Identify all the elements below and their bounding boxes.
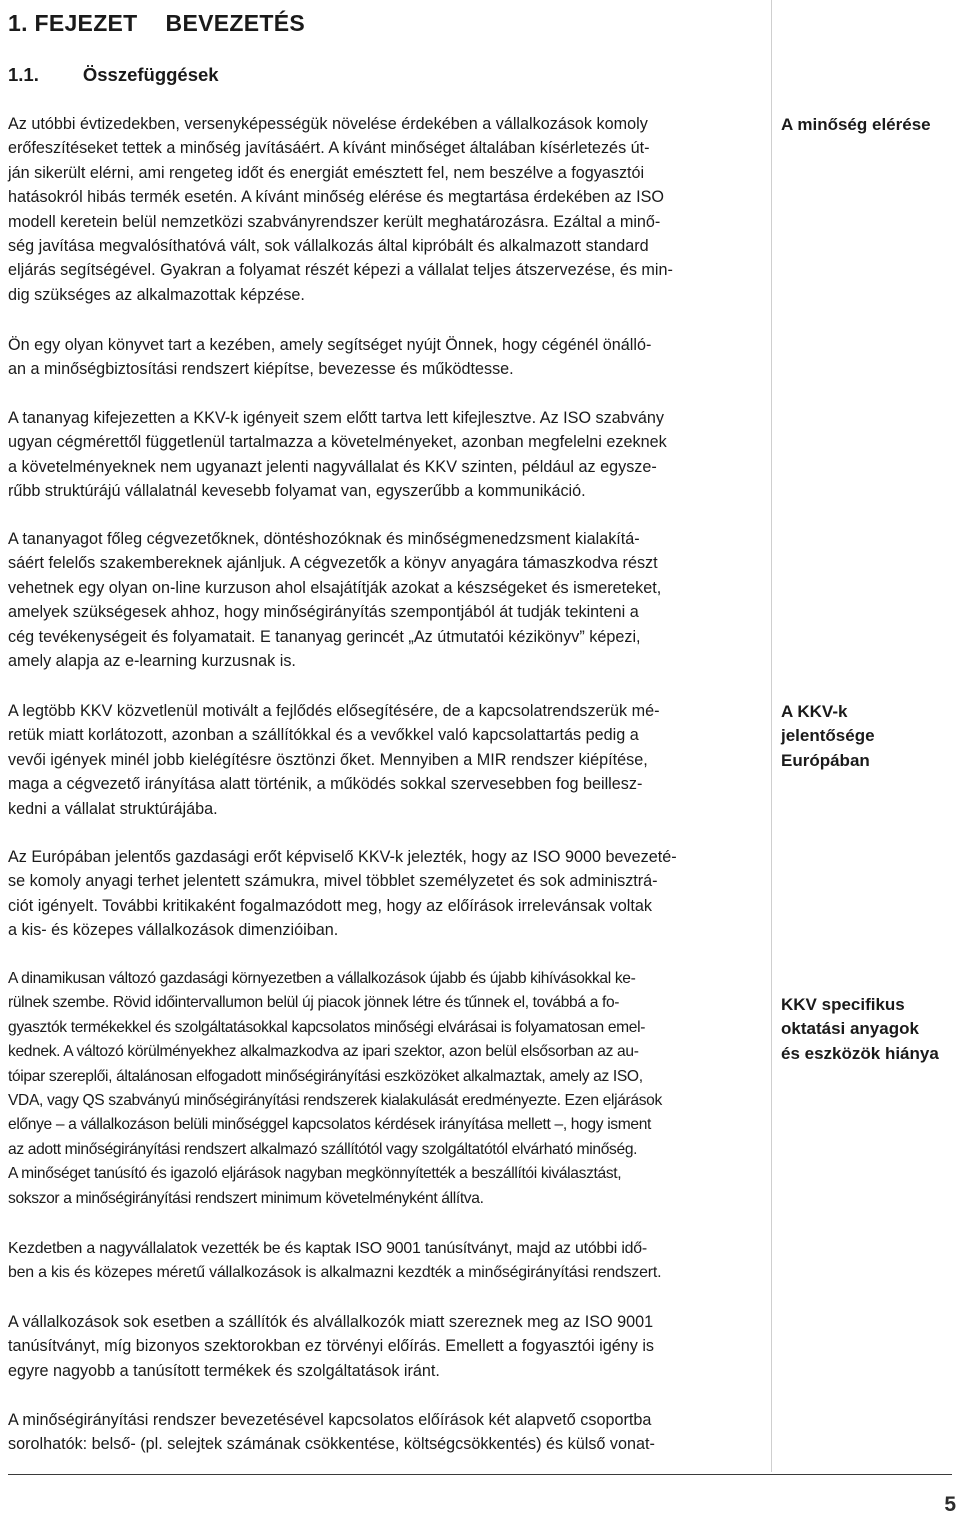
section-heading (8, 64, 219, 86)
margin-divider (771, 0, 772, 1472)
section-number: 1.1. (8, 64, 39, 85)
section-title: Összefüggések (82, 64, 219, 85)
paragraph-10: A minőségirányítási rendszer bevezetésével kapcsolatos előírások két alapvető csoportba sorolhatók: belső- (pl. selejtek számának csökkentése, költségcsökkentés) és külső vonat- (8, 1411, 655, 1454)
paragraph-2: Ön egy olyan könyvet tart a kezében, amely segítséget nyújt Önnek, hogy cégénél önálló- an a minőségbiztosítási rendszert kiépítse, bevezesse és működtesse. (8, 336, 652, 379)
paragraph-5: A legtöbb KKV közvetlenül motivált a fejlődés elősegítésére, de a kapcsolatrendszerük mé- retük miatt korlátozott, azonban a szállítókkal és a vevőkkel való kapcsolattartás pedig a vevői igények minél jobb kielégítésre ösztönzi őket. Mennyiben a MIR rendszer kiépítése, maga a cégvezető irányítása alatt történik, a működés sokkal szervesebben fog beillesz- kedni a vállalat struktúrájába. (8, 702, 660, 818)
paragraph-3: A tananyag kifejezetten a KKV-k igényeit szem előtt tartva lett kifejlesztve. Az ISO szabvány ugyan cégmérettől függetlenül tartalmazza a követelményeket, azonban megfelelni ezeknek a követelményeknek nem ugyanazt jelenti nagyvállalat és KKV szinten, például az egysze- rűbb struktúrájú vállalatnál kevesebb folyamat van, egyszerűbb a kommunikáció. (8, 409, 667, 501)
margin-note-training-materials: KKV specifikus oktatási anyagok és eszközök hiánya (781, 995, 939, 1063)
paragraph-8: Kezdetben a nagyvállalatok vezették be és kaptak ISO 9001 tanúsítványt, majd az utóbbi idő- ben a kis és közepes méretű vállalkozások is alkalmazni kezdték a minőségirányítási rendszert. (8, 1240, 662, 1282)
paragraph-7: A dinamikusan változó gazdasági környezetben a vállalkozások újabb és újabb kihívásokkal ke- rülnek szembe. Rövid időintervallumon belül új piacok jönnek létre és tűnnek el, továbbá a fo- gyasztók termékekkel és szolgáltatásokkal kapcsolatos minőségi elvárásai is folyamatosan emel- kednek. A változó körülményekhez alkalmazkodva az ipari szektor, azon belül elsősorban az au- tóipar szereplői, általánosan elfogadott minőségirányítási eszközöket alkalmaztak, amely az ISO, VDA, vagy QS szabványú minőségirányítási rendszerek kialakulását eredményezte. Ezen eljárások előnye – a vállalkozáson belüli minőséggel kapcsolatos kérdések irányítása mellett –, hogy isment az adott minőségirányítási rendszert alkalmazó szállítótól vagy szolgáltatótól elvárható minőség. A minőséget tanúsító és igazoló eljárások nagyban megkönnyítették a beszállítói kiválasztást, sokszor a minőségirányítási rendszert minimum követelményként állítva. (8, 970, 662, 1207)
paragraph-1: Az utóbbi évtizedekben, versenyképességük növelése érdekében a vállalkozások komoly erőfeszítéseket tettek a minőség javításáért. A kívánt minőséget általában kísérletezés út- ján sikerült elérni, ami rengeteg időt és energiát emésztett fel, nem beszélve a fogyasztói hatásokról hibás termék esetén. A kívánt minőség elérése és megtartása érdekében az ISO modell keretein belül nemzetközi szabványrendszer került meghatározásra. Ezáltal a minő- ség javítása megvalósíthatóvá vált, sok vállalkozás által kipróbált és alkalmazott standard eljárás segítségével. Gyakran a folyamat részét képezi a vállalat teljes átszervezése, és min- dig szükséges az alkalmazottak képzése. (8, 115, 673, 304)
chapter-number: 1. FEJEZET (8, 10, 138, 36)
chapter-heading (8, 10, 305, 37)
paragraph-4: A tananyagot főleg cégvezetőknek, döntéshozóknak és minőségmenedzsment kialakítá- sáért felelős szakembereknek ajánljuk. A cégvezetők a könyv anyagára támaszkodva részt vehetnek egy olyan on-line kurzuson ahol elsajátítják azokat a készségeket és ismereteket, amelyek szükségesek ahhoz, hogy minőségirányítás szempontjából át tudják tekinteni a cég tevékenységeit és folyamatait. E tananyag gerincét „Az útmutatói kézikönyv” képezi, amely alapja az e-learning kurzusnak is. (8, 530, 662, 671)
paragraph-9: A vállalkozások sok esetben a szállítók és alvállalkozók miatt szereznek meg az ISO 9001 tanúsítványt, míg bizonyos szektorokban ez törvényi előírás. Emellett a fogyasztói igény is egyre nagyobb a tanúsított termékek és szolgáltatások iránt. (8, 1313, 655, 1380)
margin-note-quality: A minőség elérése (781, 115, 931, 134)
footer-rule (8, 1474, 952, 1475)
chapter-title: BEVEZETÉS (165, 10, 306, 36)
paragraph-6: Az Európában jelentős gazdasági erőt képviselő KKV-k jelezték, hogy az ISO 9000 bevezeté- se komoly anyagi terhet jelentett számukra, mivel többlet személyzetet és sok adminisztrá- ciót igényelt. További kritikaként fogalmazódott meg, hogy az előírások irrelevánsak voltak a kis- és közepes vállalkozások dimenzióiban. (8, 848, 677, 940)
margin-note-kkv-europe: A KKV-k jelentősége Európában (781, 702, 875, 770)
page-number: 5 (944, 1493, 956, 1516)
